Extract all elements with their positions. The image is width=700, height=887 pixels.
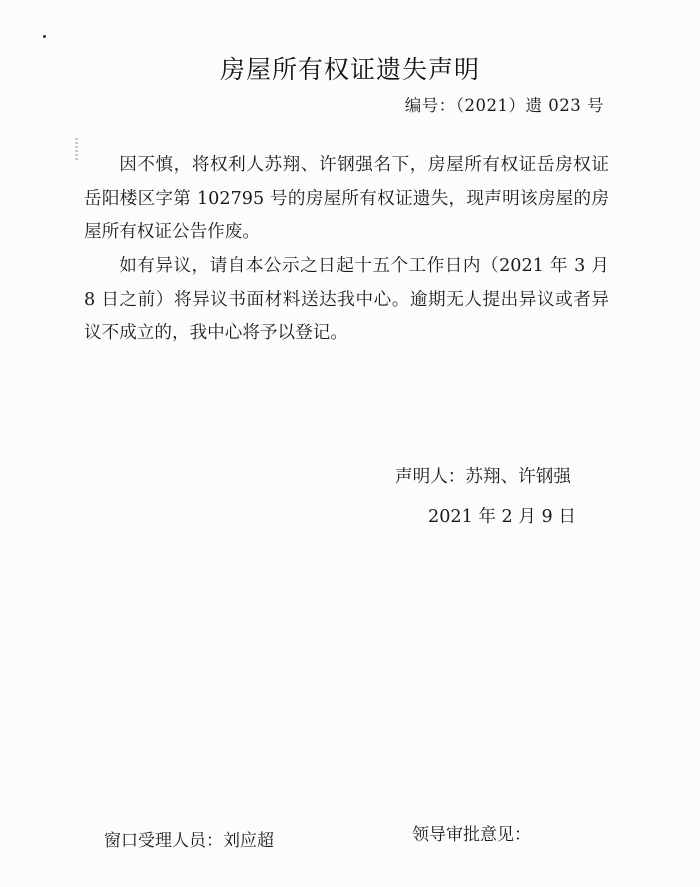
document-number: 编号：（2021）遗 023 号	[404, 96, 604, 115]
leader-opinion-line: 领导审批意见：	[412, 825, 531, 845]
window-staff-line: 窗口受理人员：刘应超	[104, 831, 274, 851]
document-title: 房屋所有权证遗失声明	[219, 55, 480, 84]
binding-marks	[75, 138, 78, 160]
declarant-line: 声明人：苏翔、许钢强	[395, 467, 571, 487]
paragraph-notice: 因不慎，将权利人苏翔、许钢强名下，房屋所有权证岳房权证岳阳楼区字第 102795 号的房屋所有权证遗失，现声明该房屋的房屋所有权证公告作废。	[84, 155, 609, 242]
scan-speck	[43, 35, 46, 38]
paragraph-objection: 如有异议，请自本公示之日起十五个工作日内（2021 年 3 月 8 日之前）将异议书面材料送达我中心。逾期无人提出异议或者异议不成立的，我中心将予以登记。	[84, 256, 609, 343]
declaration-date: 2021 年 2 月 9 日	[428, 507, 576, 527]
